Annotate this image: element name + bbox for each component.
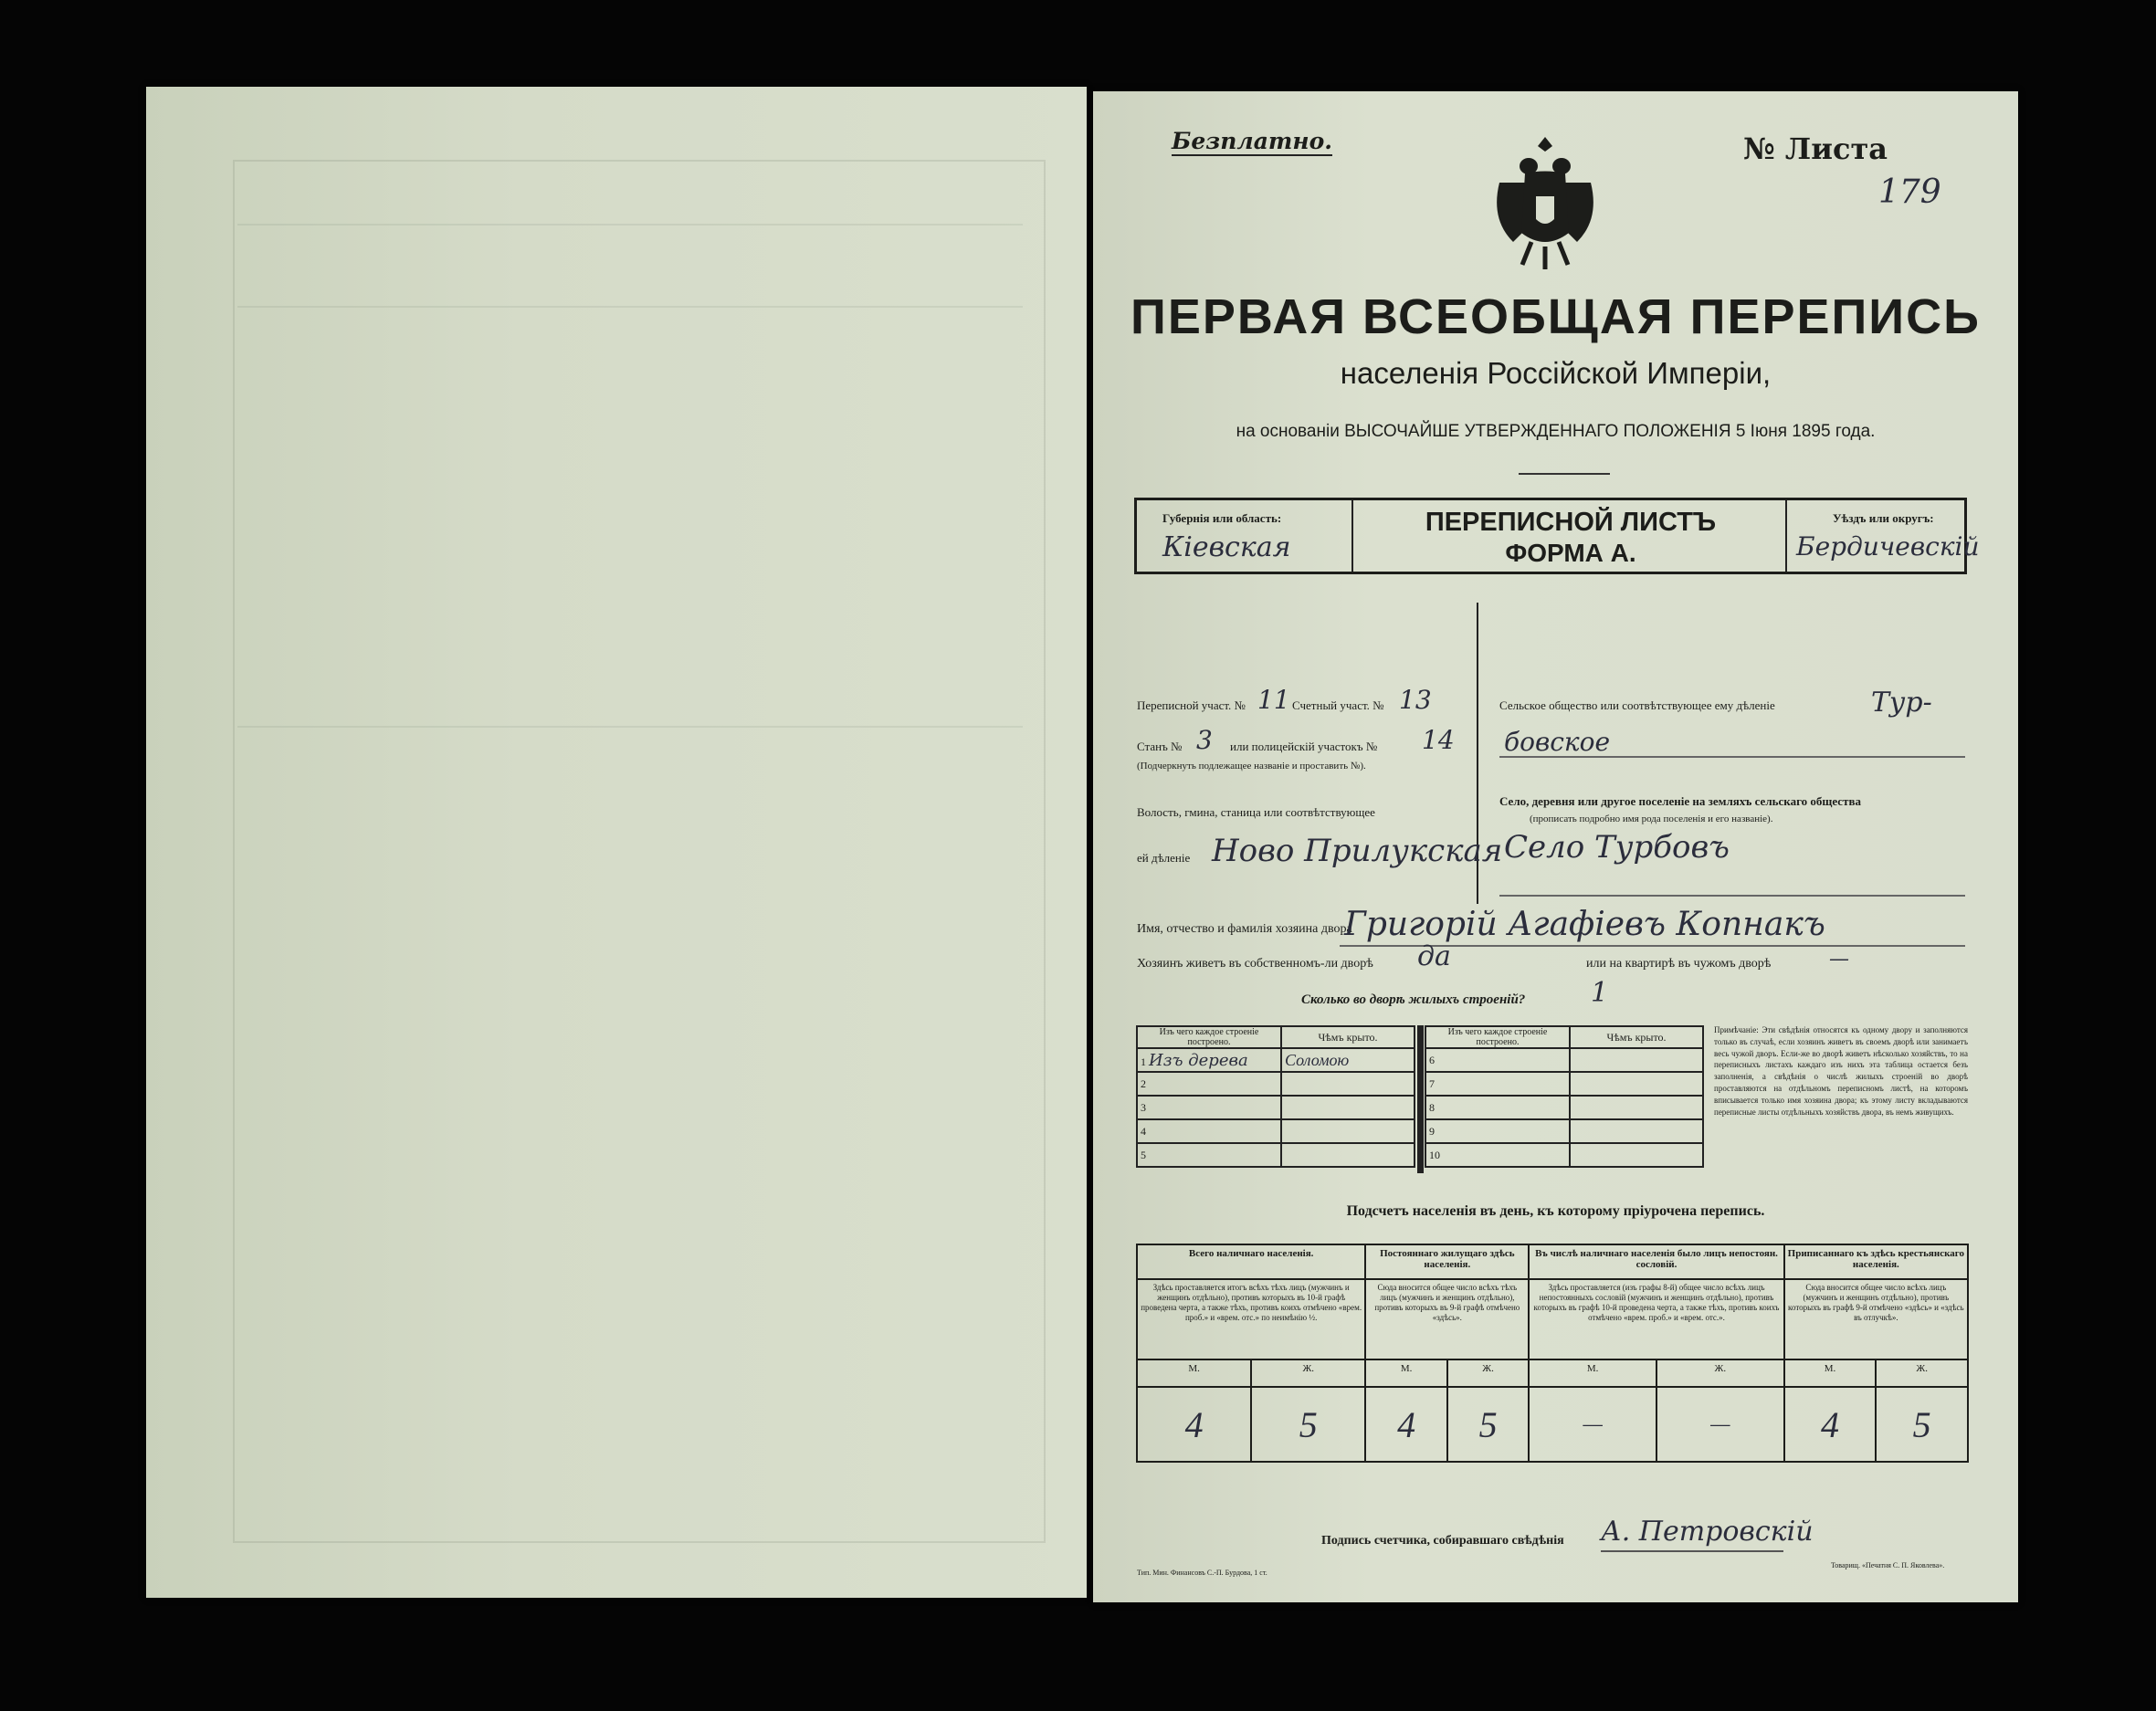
permanent-male-value: 4 <box>1365 1387 1447 1462</box>
owner-value: Григорій Агафіевъ Копнакъ <box>1344 906 1825 943</box>
gubernia-value: Кіевская <box>1162 531 1291 563</box>
roof-cell <box>1570 1119 1703 1143</box>
gubernia-label: Губернія или область: <box>1162 511 1282 525</box>
uezd-label: Уѣздъ или округъ: <box>1833 511 1934 525</box>
form-type: ФОРМА А. <box>1505 539 1636 567</box>
rent-value: — <box>1829 948 1849 971</box>
imprint-right: Товарищ. «Печатня С. П. Яковлева». <box>1831 1561 1945 1569</box>
owner-label: Имя, отчество и фамилія хозяина двора <box>1137 922 1352 936</box>
divider <box>1351 500 1353 572</box>
signature-label: Подпись счетчика, собиравшаго свѣдѣнія <box>1321 1534 1564 1548</box>
roof-cell <box>1281 1096 1415 1119</box>
material-header: Изъ чего каждое строеніе построено. <box>1425 1026 1570 1048</box>
bleed-through-frame <box>233 160 1046 1543</box>
table-thick-divider <box>1417 1025 1424 1173</box>
rent-label: или на квартирѣ въ чужомъ дворѣ <box>1586 957 1772 971</box>
imprint-left: Тип. Мин. Финансовъ С.-П. Бурдова, 1 ст. <box>1137 1569 1267 1577</box>
buildings-note: Примѣчаніе: Эти свѣдѣнія относятся къ одному двору и заполняются только въ случаѣ, если хозяинъ живетъ въ своемъ дворѣ или занимаетъ весь чужой дворъ. Если-же во дворѣ живетъ нѣсколько хозяйствъ, то на переписныхъ листахъ каждаго изъ нихъ эта таблица остается безъ заполненія, а свѣдѣнія о числѣ жилыхъ строеній во дворѣ проставляются на отдѣльномъ переписномъ листѣ, на которомъ вписывается только имя хозяина двора; къ этому листу вкладываются переписные листы отдѣльныхъ хозяйствъ двора, въ немъ живущихъ. <box>1714 1025 1968 1117</box>
permanent-female-value: 5 <box>1447 1387 1530 1462</box>
form-sheet-title: ПЕРЕПИСНОЙ ЛИСТЪ <box>1425 508 1717 537</box>
police-area-label: или полицейскій участокъ № <box>1230 740 1378 753</box>
row-number: 10 <box>1425 1143 1570 1167</box>
sheet-number-value: 179 <box>1878 173 1941 211</box>
row-number: 8 <box>1425 1096 1570 1119</box>
row-number: 1 <box>1141 1055 1146 1068</box>
free-label: Безплатно. <box>1172 128 1332 154</box>
roof-cell <box>1281 1072 1415 1096</box>
total-male-value: 4 <box>1137 1387 1251 1462</box>
male-header: М. <box>1529 1359 1656 1387</box>
volost-value: Ново Прилукская <box>1212 833 1503 869</box>
ornament-divider <box>1519 473 1610 475</box>
census-form-page <box>1093 91 2018 1602</box>
left-page-blank <box>146 87 1087 1598</box>
roof-header: Чѣмъ крыто. <box>1281 1026 1415 1048</box>
sheet-number-label: № Листа <box>1743 131 1888 166</box>
col-desc-permanent: Сюда вносится общее число всѣхъ тѣхъ лицъ (мужчинъ и женщинъ отдѣльно), противъ которыхъ въ 9-й графѣ отмѣчено «здѣсь». <box>1365 1279 1529 1359</box>
own-house-label: Хозяинъ живетъ въ собственномъ-ли дворѣ <box>1137 957 1373 971</box>
uezd-value: Бердичевскій <box>1796 531 1980 562</box>
material-header: Изъ чего каждое строеніе построено. <box>1137 1026 1281 1048</box>
society-label: Сельское общество или соотвѣтствующее ему дѣленіе <box>1499 698 1775 712</box>
col-head-nonpermanent: Въ числѣ наличнаго населенія было лицъ непостоян. сословій. <box>1529 1244 1783 1279</box>
col-desc-peasant: Сюда вносится общее число всѣхъ лицъ (мужчинъ и женщинъ отдѣльно), противъ которыхъ въ графѣ 9-й отмѣчено «здѣсь» и «здѣсь въ отлучкѣ». <box>1784 1279 1968 1359</box>
village-label: Село, деревня или другое поселеніе на земляхъ сельскаго общества <box>1499 794 1861 808</box>
row-number: 4 <box>1141 1124 1146 1138</box>
roof-cell <box>1570 1072 1703 1096</box>
bleed-line <box>237 306 1023 308</box>
col-head-peasant: Приписаннаго къ здѣсь крестьянскаго населенія. <box>1784 1244 1968 1279</box>
col-head-total: Всего наличнаго населенія. <box>1137 1244 1365 1279</box>
buildings-table-left <box>1136 1025 1415 1168</box>
female-header: Ж. <box>1876 1359 1968 1387</box>
peasant-female-value: 5 <box>1876 1387 1968 1462</box>
form-subtitle: населенія Россійской Имперіи, <box>1340 356 1772 390</box>
police-area-value: 14 <box>1422 725 1455 755</box>
male-header: М. <box>1784 1359 1877 1387</box>
fill-line <box>1499 895 1965 897</box>
female-header: Ж. <box>1447 1359 1530 1387</box>
volost-label-2: ей дѣленіе <box>1137 851 1191 865</box>
fill-line <box>1601 1550 1783 1552</box>
divider <box>1785 500 1787 572</box>
count-area-label: Счетный участ. № <box>1292 698 1384 712</box>
bleed-line <box>237 224 1023 226</box>
buildings-label: Сколько во дворѣ жилыхъ строеній? <box>1301 992 1526 1007</box>
row-number: 5 <box>1141 1148 1146 1161</box>
buildings-value: 1 <box>1591 977 1609 1009</box>
village-value: Село Турбовъ <box>1504 829 1730 866</box>
nonpermanent-female-value: — <box>1656 1387 1784 1462</box>
underline-note: (Подчеркнуть подлежащее названіе и проставить №). <box>1137 761 1366 772</box>
material-cell: Изъ дерева <box>1149 1050 1248 1070</box>
legal-basis-line: на основаніи ВЫСОЧАЙШЕ УТВЕРЖДЕННАГО ПОЛОЖЕНІЯ 5 Іюня 1895 года. <box>1236 422 1876 441</box>
signature-value: А. Петровскій <box>1601 1516 1814 1548</box>
female-header: Ж. <box>1251 1359 1365 1387</box>
col-desc-total: Здѣсь проставляется итогъ всѣхъ тѣхъ лицъ (мужчинъ и женщинъ отдѣльно), противъ которыхъ въ 10-й графѣ проведена черта, а также тѣхъ, противъ коихъ отмѣчено «врем. проб.» и «врем. отс.» по неимѣнію ½. <box>1137 1279 1365 1359</box>
roof-cell <box>1570 1096 1703 1119</box>
col-desc-nonpermanent: Здѣсь проставляется (изъ графы 8-й) общее число всѣхъ лицъ непостоянныхъ сословій (мужчинъ и женщинъ отдѣльно), противъ которыхъ въ графѣ 10-й проведена черта, а также тѣхъ, противъ коихъ отмѣчено «врем. проб.» и «врем. отс.». <box>1529 1279 1783 1359</box>
roof-cell <box>1570 1143 1703 1167</box>
stan-label: Станъ № <box>1137 740 1183 753</box>
nonpermanent-male-value: — <box>1529 1387 1656 1462</box>
row-number: 6 <box>1425 1048 1570 1072</box>
roof-cell <box>1570 1048 1703 1072</box>
society-value-1: Тур- <box>1871 687 1932 719</box>
total-female-value: 5 <box>1251 1387 1365 1462</box>
roof-cell: Соломою <box>1281 1048 1415 1072</box>
stan-value: 3 <box>1196 725 1213 755</box>
buildings-table-right <box>1425 1025 1704 1168</box>
female-header: Ж. <box>1656 1359 1784 1387</box>
male-header: М. <box>1137 1359 1251 1387</box>
society-value-2: бовское <box>1504 727 1611 757</box>
row-number: 9 <box>1425 1119 1570 1143</box>
row-number: 7 <box>1425 1072 1570 1096</box>
double-headed-eagle-icon <box>1481 128 1609 274</box>
volost-label: Волость, гмина, станица или соотвѣтствующее <box>1137 805 1375 819</box>
col-head-permanent: Постояннаго жилущаго здѣсь населенія. <box>1365 1244 1529 1279</box>
census-area-label: Переписной участ. № <box>1137 698 1246 712</box>
row-number: 3 <box>1141 1100 1146 1114</box>
roof-cell <box>1281 1119 1415 1143</box>
row-number: 2 <box>1141 1076 1146 1090</box>
form-main-title: ПЕРВАЯ ВСЕОБЩАЯ ПЕРЕПИСЬ <box>1131 289 1981 344</box>
peasant-male-value: 4 <box>1784 1387 1877 1462</box>
village-note: (прописать подробно имя рода поселенія и его названіе). <box>1530 814 1773 824</box>
own-house-value: да <box>1417 940 1451 972</box>
count-area-value: 13 <box>1399 685 1432 715</box>
census-area-value: 11 <box>1257 685 1290 715</box>
population-table <box>1136 1244 1969 1463</box>
header-box <box>1134 498 1980 574</box>
male-header: М. <box>1365 1359 1447 1387</box>
population-count-title: Подсчетъ населенія въ день, къ которому пріурочена перепись. <box>1346 1203 1765 1219</box>
roof-cell <box>1281 1143 1415 1167</box>
roof-header: Чѣмъ крыто. <box>1570 1026 1703 1048</box>
bleed-line <box>237 726 1023 728</box>
